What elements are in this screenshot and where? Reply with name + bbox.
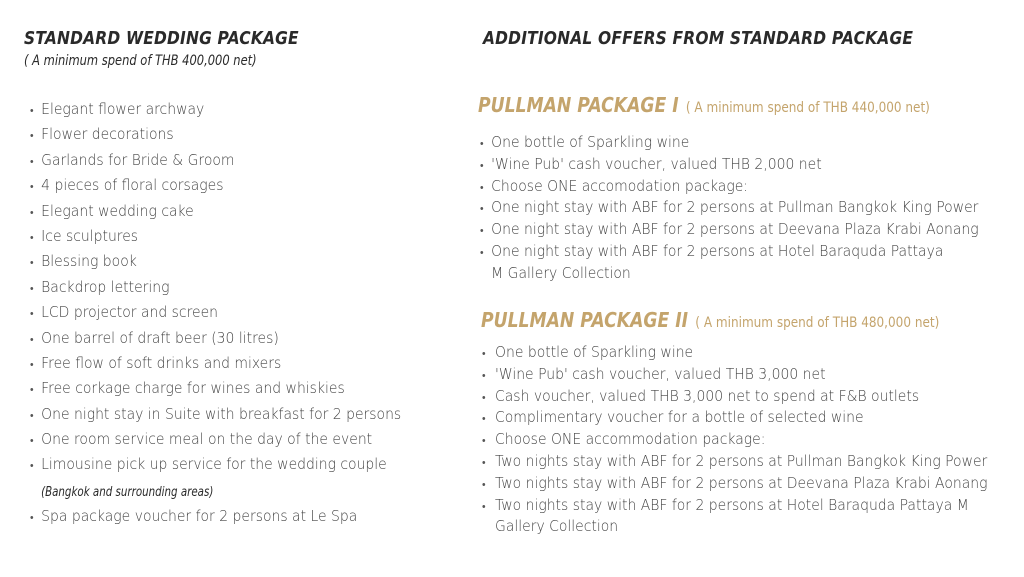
standard-package-minimum: ( A minimum spend of THB 400,000 net) (24, 53, 257, 69)
list-item: • Ice sculptures (30, 224, 401, 249)
list-item: • Choose ONE accommodation package: (482, 429, 987, 451)
bullet-icon: • (30, 230, 34, 244)
bullet-icon: • (480, 158, 484, 172)
bullet-icon: • (30, 357, 34, 371)
bullet-icon: • (482, 455, 486, 469)
package1-list (480, 132, 1016, 285)
bullet-icon: • (30, 154, 34, 168)
list-item: • Two nights stay with ABF for 2 persons at Pullman Bangkok King Power (482, 451, 987, 473)
bullet-icon: • (30, 129, 34, 143)
list-item: • Limousine pick up service for the wedding couple (30, 452, 401, 477)
package1-heading (478, 93, 930, 117)
list-item-continuation: M Gallery Collection (491, 263, 631, 282)
list-item: • One barrel of draft beer (30 litres) (30, 326, 401, 351)
list-item: • 4 pieces of floral corsages (30, 173, 401, 198)
package2-minimum: ( A minimum spend of THB 480,000 net) (695, 315, 940, 331)
list-item-continuation: Gallery Collection (495, 517, 619, 536)
list-item: • Free corkage charge for wines and whiskies (30, 376, 401, 401)
package1-name: PULLMAN PACKAGE I (478, 93, 679, 117)
bullet-icon: • (482, 477, 486, 491)
limousine-area-note: (Bangkok and surrounding areas) (41, 484, 214, 500)
bullet-icon: • (30, 408, 34, 422)
list-item: • Backdrop lettering (30, 275, 401, 300)
package2-name: PULLMAN PACKAGE II (481, 308, 689, 332)
bullet-icon: • (482, 347, 486, 360)
list-item: • Two nights stay with ABF for 2 persons at Deevana Plaza Krabi Aonang (482, 473, 987, 495)
list-item: • Complimentary voucher for a bottle of selected wine (482, 407, 987, 429)
bullet-icon: • (30, 104, 34, 117)
list-item: • One bottle of Sparkling wine (480, 132, 979, 154)
additional-offers-title: ADDITIONAL OFFERS FROM STANDARD PACKAGE (483, 28, 914, 49)
package1-minimum: ( A minimum spend of THB 440,000 net) (685, 100, 930, 116)
bullet-icon: • (482, 390, 486, 404)
list-item: • Choose ONE accomodation package: (480, 176, 979, 198)
bullet-icon: • (30, 434, 34, 448)
standard-package-list (30, 97, 429, 529)
list-item: • One night stay with ABF for 2 persons at Hotel Baraquda Pattaya (480, 241, 979, 263)
bullet-icon: • (480, 202, 484, 216)
list-item: • 'Wine Pub' cash voucher, valued THB 2,000 net (480, 154, 979, 176)
list-item: • One bottle of Sparkling wine (482, 342, 987, 364)
bullet-icon: • (482, 434, 486, 448)
bullet-icon: • (30, 383, 34, 397)
list-item: • One night stay with ABF for 2 persons at Pullman Bangkok King Power (480, 197, 979, 219)
list-item: • Free flow of soft drinks and mixers (30, 351, 401, 376)
list-item: • One room service meal on the day of the event (30, 427, 401, 452)
list-item: • Blessing book (30, 249, 401, 274)
bullet-icon: • (30, 332, 34, 346)
bullet-icon: • (30, 510, 34, 524)
package2-list (482, 342, 1024, 538)
bullet-icon: • (480, 224, 484, 238)
bullet-icon: • (480, 137, 484, 150)
bullet-icon: • (30, 205, 34, 219)
list-item: • Garlands for Bride & Groom (30, 148, 401, 173)
bullet-icon: • (482, 368, 486, 382)
list-item-note (30, 478, 401, 504)
list-item: • One night stay in Suite with breakfast for 2 persons (30, 402, 401, 427)
list-item: • Cash voucher, valued THB 3,000 net to spend at F&B outlets (482, 386, 987, 408)
list-item: • One night stay with ABF for 2 persons at Deevana Plaza Krabi Aonang (480, 219, 979, 241)
bullet-icon: • (480, 245, 484, 259)
bullet-icon: • (30, 180, 34, 194)
package2-heading (481, 308, 939, 332)
bullet-icon: • (30, 307, 34, 321)
bullet-icon: • (30, 281, 34, 295)
list-item: • Elegant flower archway (30, 97, 401, 122)
list-item: • LCD projector and screen (30, 300, 401, 325)
list-item: • Spa package voucher for 2 persons at Le Spa (30, 504, 401, 529)
bullet-icon: • (30, 459, 34, 473)
bullet-icon: • (480, 180, 484, 194)
list-item: • 'Wine Pub' cash voucher, valued THB 3,000 net (482, 364, 987, 386)
standard-package-title: STANDARD WEDDING PACKAGE (24, 28, 299, 49)
bullet-icon: • (30, 256, 34, 270)
list-item: • Two nights stay with ABF for 2 persons at Hotel Baraquda Pattaya M (482, 495, 987, 517)
bullet-icon: • (482, 499, 486, 513)
list-item: • Elegant wedding cake (30, 199, 401, 224)
bullet-icon: • (482, 412, 486, 426)
list-item: • Flower decorations (30, 122, 401, 147)
